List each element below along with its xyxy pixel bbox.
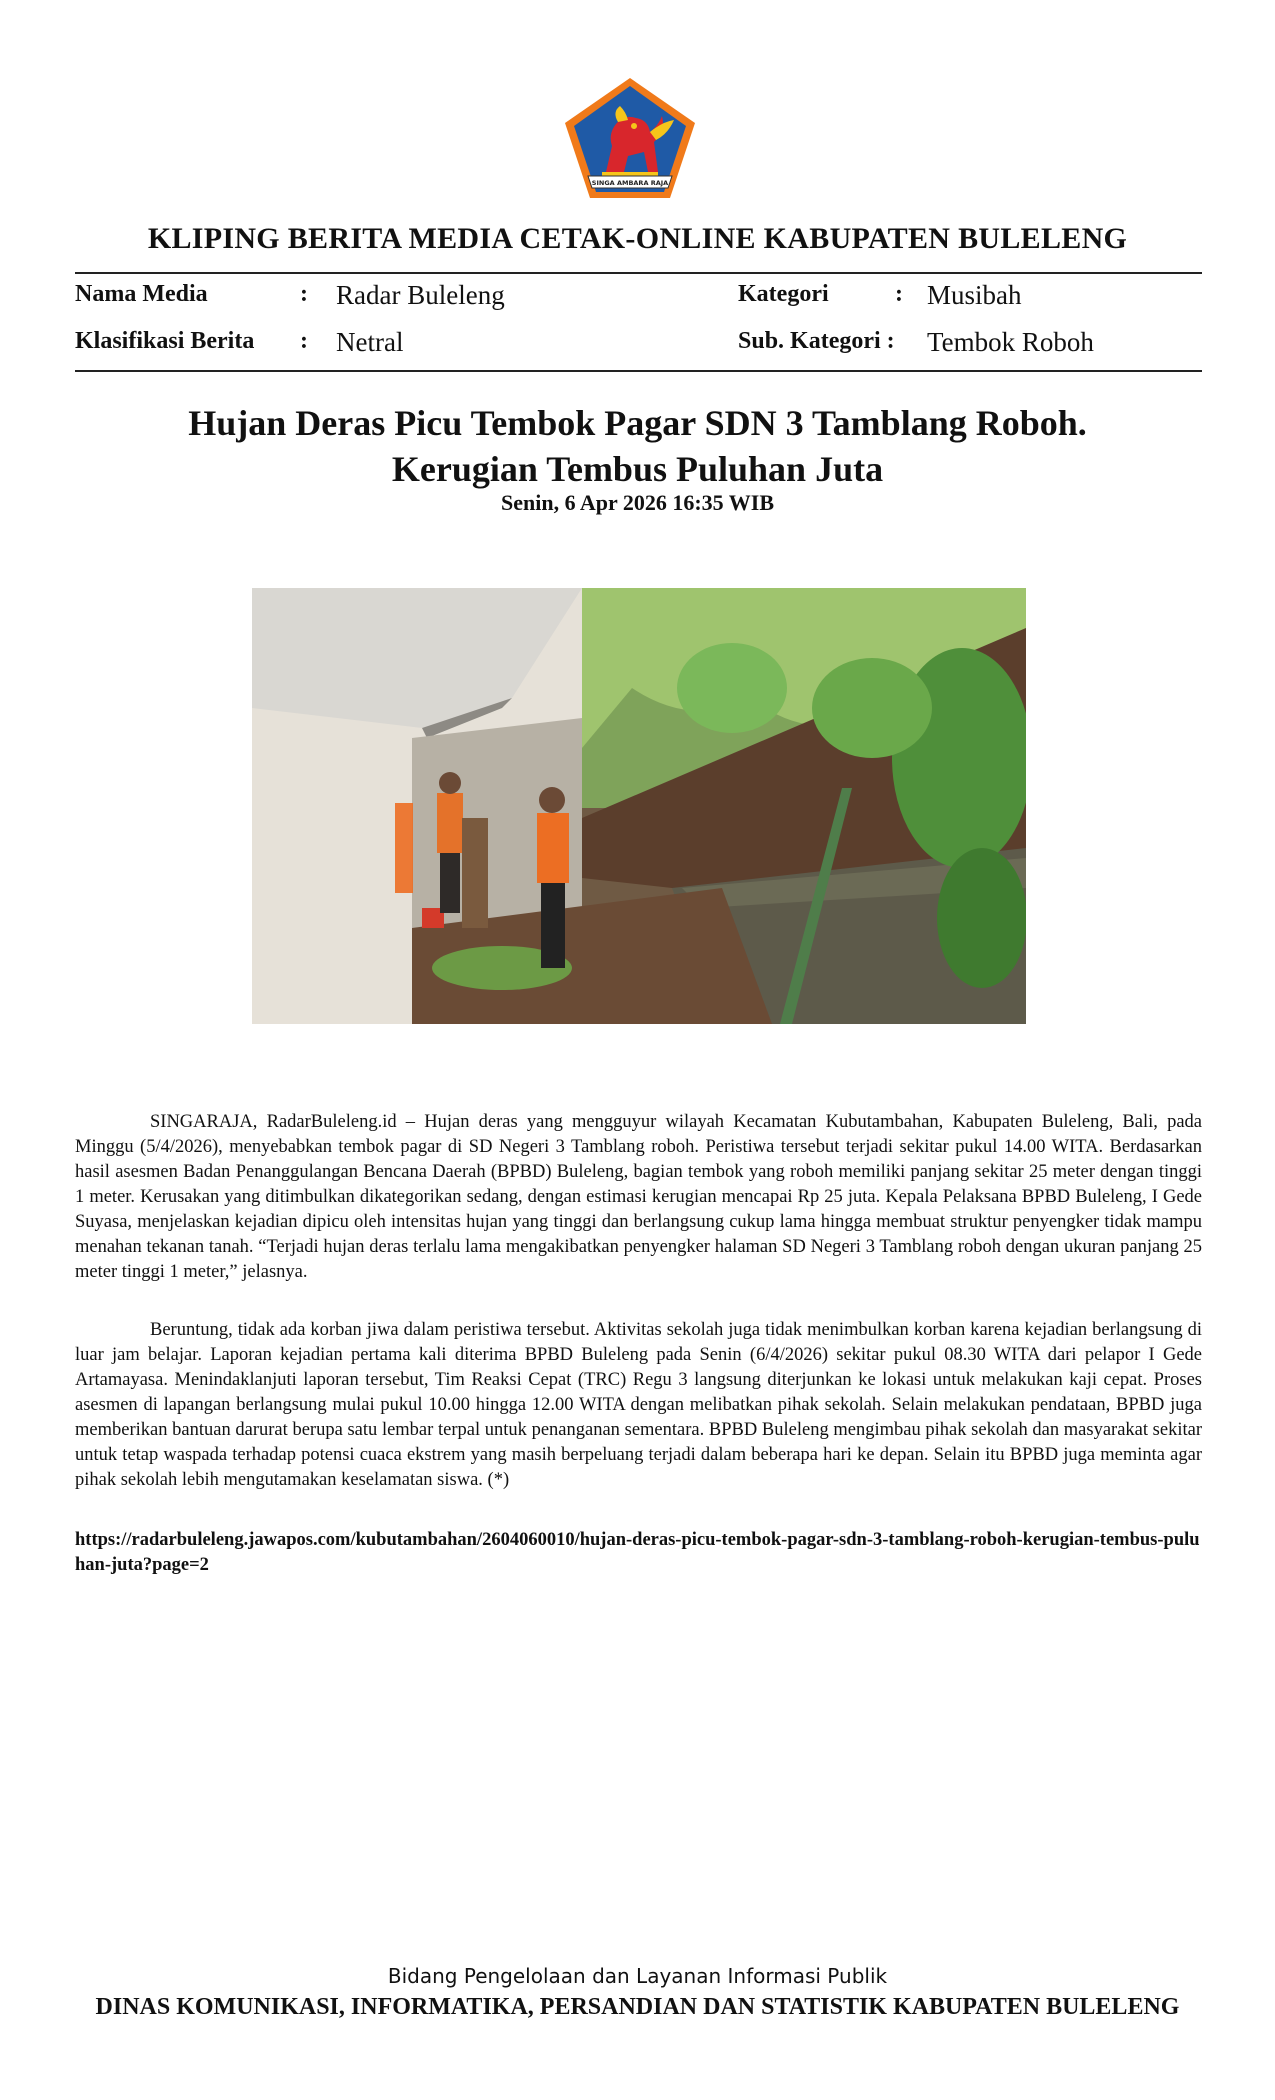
media-value: Radar Buleleng <box>336 280 505 310</box>
footer-division: Bidang Pengelolaan dan Layanan Informasi Publik <box>387 1964 888 1988</box>
article-paragraph-2: Beruntung, tidak ada korban jiwa dalam peristiwa tersebut. Aktivitas sekolah juga tidak menimbulkan korban karena kejadian berlangsung di luar jam belajar. Laporan kejadian pertama kali diterima BPBD Buleleng pada Senin (6/4/2026) sekitar pukul 08.30 WITA dari pelapor I Gede Artamayasa. Menindaklanjuti laporan tersebut, Tim Reaksi Cepat (TRC) Regu 3 langsung diterjunkan ke lokasi untuk melakukan kaji cepat. Proses asesmen di lapangan berlangsung mulai pukul 10.00 hingga 12.00 WITA dengan melibatkan pihak sekolah. Selain melakukan pendataan, BPBD juga memberikan bantuan darurat berupa satu lembar terpal untuk penanganan sementara. BPBD Buleleng mengimbau pihak sekolah dan masyarakat sekitar untuk tetap waspada terhadap potensi cuaca ekstrem yang masih berpeluang terjadi dalam beberapa hari ke depan. Selain itu BPBD juga meminta agar pihak sekolah lebih mengutamakan keselamatan siswa. (*) <box>75 1320 1202 1490</box>
sub-kategori-value: Tembok Roboh <box>927 327 1094 357</box>
article-paragraph-1: SINGARAJA, RadarBuleleng.id – Hujan deras yang mengguyur wilayah Kecamatan Kubutambahan, Kabupaten Buleleng, Bali, pada Minggu (5/4/2026), menyebabkan tembok pagar di SD Negeri 3 Tamblang roboh. Peristiwa tersebut terjadi sekitar pukul 14.00 WITA. Berdasarkan hasil asesmen Badan Penanggulangan Bencana Daerah (BPBD) Buleleng, bagian tembok yang roboh memiliki panjang sekitar 25 meter dengan tinggi 1 meter. Kerusakan yang ditimbulkan dikategorikan sedang, dengan estimasi kerugian mencapai Rp 25 juta. Kepala Pelaksana BPBD Buleleng, I Gede Suyasa, menjelaskan kejadian dipicu oleh intensitas hujan yang tinggi dan berlangsung cukup lama hingga membuat struktur penyengker tidak mampu menahan tekanan tanah. “Terjadi hujan deras terlalu lama mengakibatkan penyengker halaman SD Negeri 3 Tamblang roboh dengan ukuran panjang 25 meter tinggi 1 meter,” jelasnya. <box>75 1112 1202 1282</box>
document-header-title: KLIPING BERITA MEDIA CETAK-ONLINE KABUPATEN BULELENG <box>147 222 1128 255</box>
kategori-colon: : <box>895 281 903 307</box>
article-date: Senin, 6 Apr 2026 16:35 WIB <box>500 490 775 515</box>
logo-motto: SINGA AMBARA RAJA <box>591 179 669 187</box>
kategori-value: Musibah <box>927 280 1022 310</box>
media-label: Nama Media <box>75 281 208 307</box>
klasifikasi-label: Klasifikasi Berita <box>75 328 255 354</box>
article-photo <box>252 588 1026 1024</box>
article-headline <box>100 400 1175 492</box>
klasifikasi-colon: : <box>300 328 308 354</box>
source-link[interactable]: https://radarbuleleng.jawapos.com/kubutambahan/2604060010/hujan-deras-picu-tembok-pagar-sdn-3-tamblang-roboh-kerugian-tembus-puluhan-juta?page=2 <box>75 1530 1200 1575</box>
sub-kategori-label: Sub. Kategori : <box>738 328 895 354</box>
footer-agency: DINAS KOMUNIKASI, INFORMATIKA, PERSANDIAN DAN STATISTIK KABUPATEN BULELENG <box>95 1994 1180 2020</box>
headline-line-2: Kerugian Tembus Puluhan Juta <box>391 449 884 489</box>
klasifikasi-value: Netral <box>336 327 404 357</box>
headline-line-1: Hujan Deras Picu Tembok Pagar SDN 3 Tamblang Roboh. <box>188 403 1087 443</box>
header-rule-bottom <box>75 370 1202 372</box>
buleleng-logo <box>562 76 698 201</box>
media-colon: : <box>300 281 308 307</box>
kategori-label: Kategori <box>738 281 829 307</box>
header-rule-top <box>75 272 1202 274</box>
